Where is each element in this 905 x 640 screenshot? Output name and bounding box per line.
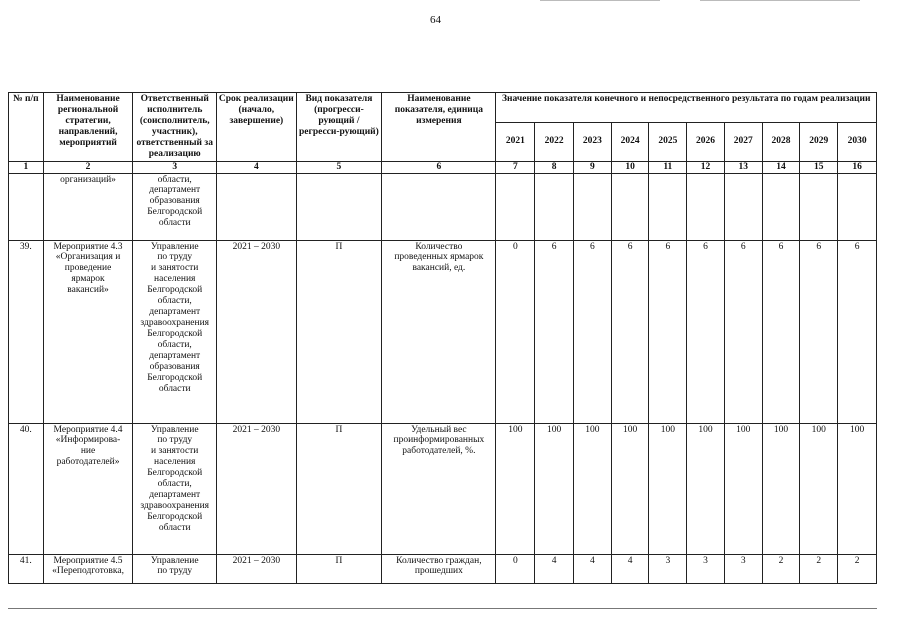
- implementation-period: 2021 – 2030: [217, 554, 297, 583]
- column-number: 6: [382, 161, 496, 173]
- year-value-cell: 2: [838, 554, 877, 583]
- header-period: Срок реализации (начало, завершение): [217, 93, 297, 162]
- year-header: 2024: [611, 123, 649, 161]
- table-row: [9, 423, 877, 554]
- year-header: 2021: [496, 123, 535, 161]
- indicator-name: Удельный вес проинформированных работодателей, %.: [382, 423, 496, 554]
- results-table: [8, 92, 877, 584]
- activity-name: Мероприятие 4.3 «Организация и проведение ярмарок вакансий»: [43, 240, 133, 423]
- year-value-cell: 6: [724, 240, 762, 423]
- year-value-cell: 2: [762, 554, 800, 583]
- activity-name: Мероприятие 4.4 «Информирова- ние работодателей»: [43, 423, 133, 554]
- year-value-cell: 3: [649, 554, 687, 583]
- year-header: 2023: [573, 123, 611, 161]
- year-value-cell: 4: [573, 554, 611, 583]
- page-clip: [0, 608, 905, 640]
- column-number: 3: [133, 161, 217, 173]
- year-value-cell: [573, 173, 611, 240]
- year-value-cell: 100: [649, 423, 687, 554]
- year-value-cell: 6: [649, 240, 687, 423]
- year-value-cell: 4: [611, 554, 649, 583]
- column-number: 12: [687, 161, 725, 173]
- year-value-cell: 6: [762, 240, 800, 423]
- year-header: 2029: [800, 123, 838, 161]
- header-strategy: Наименование региональной стратегии, направлений, мероприятий: [43, 93, 133, 162]
- year-header: 2027: [724, 123, 762, 161]
- table-row: [9, 554, 877, 583]
- column-number: 4: [217, 161, 297, 173]
- executor-name: области, департамент образования Белгородской области: [133, 173, 217, 240]
- activity-name: Мероприятие 4.5 «Переподготовка,: [43, 554, 133, 583]
- year-value-cell: 2: [800, 554, 838, 583]
- year-value-cell: 6: [800, 240, 838, 423]
- year-header: 2028: [762, 123, 800, 161]
- year-value-cell: 6: [535, 240, 574, 423]
- table-body: [9, 173, 877, 583]
- indicator-type: П: [296, 423, 382, 554]
- column-number: 5: [296, 161, 382, 173]
- indicator-name: Количество проведенных ярмарок вакансий, ед.: [382, 240, 496, 423]
- column-number: 11: [649, 161, 687, 173]
- bottom-rule: [8, 608, 877, 609]
- year-value-cell: 6: [573, 240, 611, 423]
- column-number: 7: [496, 161, 535, 173]
- year-value-cell: 4: [535, 554, 574, 583]
- year-value-cell: [724, 173, 762, 240]
- row-number: 40.: [9, 423, 44, 554]
- column-number: 9: [573, 161, 611, 173]
- header-indicator-name: Наименование показателя, единица измерения: [382, 93, 496, 162]
- year-value-cell: [687, 173, 725, 240]
- activity-name: организаций»: [43, 173, 133, 240]
- indicator-name: [382, 173, 496, 240]
- executor-name: Управление по труду и занятости населения Белгородской области, департамент здравоохранения Белгородской области: [133, 423, 217, 554]
- year-value-cell: 6: [838, 240, 877, 423]
- indicator-type: П: [296, 554, 382, 583]
- header-row: [9, 93, 877, 123]
- row-number: 41.: [9, 554, 44, 583]
- row-number: [9, 173, 44, 240]
- implementation-period: [217, 173, 297, 240]
- year-value-cell: 0: [496, 240, 535, 423]
- indicator-name: Количество граждан, прошедших: [382, 554, 496, 583]
- year-header: 2022: [535, 123, 574, 161]
- column-number: 14: [762, 161, 800, 173]
- year-value-cell: 6: [687, 240, 725, 423]
- scan-edge-line: [700, 0, 860, 1]
- page-number: 64: [430, 14, 441, 26]
- year-value-cell: [838, 173, 877, 240]
- row-number: 39.: [9, 240, 44, 423]
- column-number: 2: [43, 161, 133, 173]
- header-indicator-type: Вид показателя (прогресси-рующий / регресси-рующий): [296, 93, 382, 162]
- indicator-type: П: [296, 240, 382, 423]
- implementation-period: 2021 – 2030: [217, 423, 297, 554]
- header-executor: Ответственный исполнитель (соисполнитель, участник), ответственный за реализацию: [133, 93, 217, 162]
- year-header: 2026: [687, 123, 725, 161]
- year-value-cell: 3: [724, 554, 762, 583]
- table-row: [9, 173, 877, 240]
- indicator-type: [296, 173, 382, 240]
- column-number-row: [9, 161, 877, 173]
- year-value-cell: 3: [687, 554, 725, 583]
- year-header: 2025: [649, 123, 687, 161]
- header-values-group: Значение показателя конечного и непосредственного результата по годам реализации: [496, 93, 877, 123]
- year-header: 2030: [838, 123, 877, 161]
- column-number: 13: [724, 161, 762, 173]
- year-value-cell: [535, 173, 574, 240]
- executor-name: Управление по труду: [133, 554, 217, 583]
- column-number: 15: [800, 161, 838, 173]
- year-value-cell: 6: [611, 240, 649, 423]
- column-number: 8: [535, 161, 574, 173]
- year-value-cell: 100: [800, 423, 838, 554]
- year-value-cell: 0: [496, 554, 535, 583]
- year-value-cell: 100: [535, 423, 574, 554]
- executor-name: Управление по труду и занятости населения Белгородской области, департамент здравоохранения Белгородской области, департамент образования Белгородской области: [133, 240, 217, 423]
- column-number: 10: [611, 161, 649, 173]
- year-value-cell: 100: [611, 423, 649, 554]
- year-value-cell: [496, 173, 535, 240]
- year-value-cell: 100: [573, 423, 611, 554]
- scan-edge-line: [540, 0, 660, 1]
- implementation-period: 2021 – 2030: [217, 240, 297, 423]
- year-value-cell: [800, 173, 838, 240]
- year-value-cell: [649, 173, 687, 240]
- column-number: 16: [838, 161, 877, 173]
- table-row: [9, 240, 877, 423]
- year-value-cell: 100: [724, 423, 762, 554]
- header-num: № п/п: [9, 93, 44, 162]
- year-value-cell: 100: [687, 423, 725, 554]
- year-value-cell: [762, 173, 800, 240]
- year-value-cell: 100: [838, 423, 877, 554]
- year-value-cell: [611, 173, 649, 240]
- year-value-cell: 100: [496, 423, 535, 554]
- year-value-cell: 100: [762, 423, 800, 554]
- column-number: 1: [9, 161, 44, 173]
